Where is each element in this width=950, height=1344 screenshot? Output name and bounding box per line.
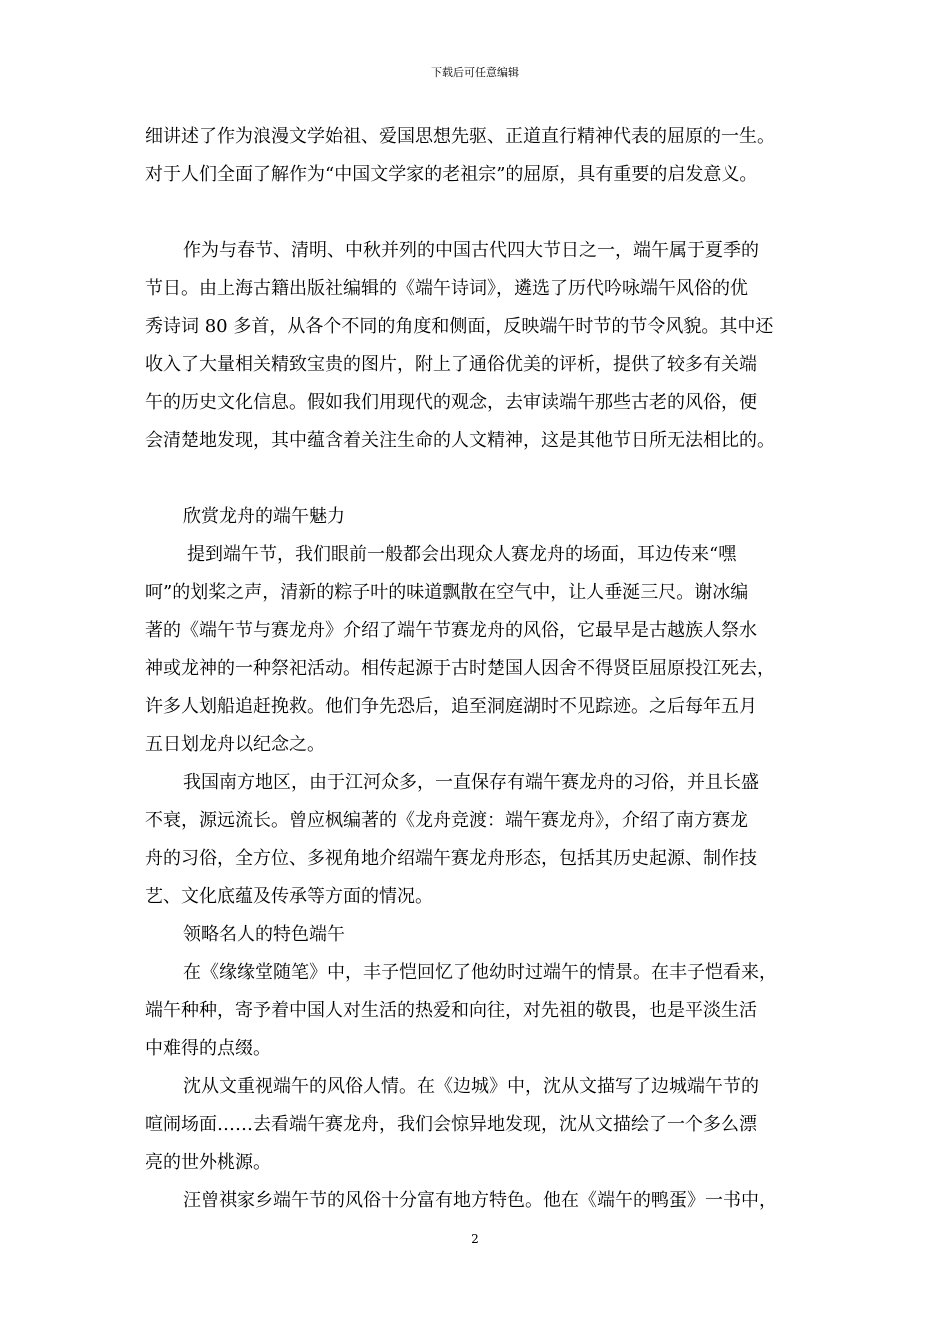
text-line: 汪曾祺家乡端午节的风俗十分富有地方特色。他在《端午的鸭蛋》一书中，: [183, 1190, 777, 1211]
text-line: 收入了大量相关精致宝贵的图片，附上了通俗优美的评析，提供了较多有关端: [145, 354, 757, 375]
text-line: 提到端午节，我们眼前一般都会出现众人赛龙舟的场面，耳边传来“嘿: [187, 544, 737, 565]
text-line: 节日。由上海古籍出版社编辑的《端午诗词》，遴选了历代吟咏端午风俗的优: [145, 278, 748, 299]
section-heading: 欣赏龙舟的端午魅力: [183, 506, 345, 527]
text-line: 不衰，源远流长。曾应枫编著的《龙舟竞渡：端午赛龙舟》，介绍了南方赛龙: [145, 810, 748, 831]
paragraph-gap: [145, 194, 821, 232]
text-line: 在《缘缘堂随笔》中，丰子恺回忆了他幼时过端午的情景。在丰子恺看来，: [183, 962, 777, 983]
document-body: [145, 118, 821, 1220]
text-line: 细讲述了作为浪漫文学始祖、爱国思想先驱、正道直行精神代表的屈原的一生。: [145, 126, 775, 147]
text-line: 著的《端午节与赛龙舟》介绍了端午节赛龙舟的风俗，它最早是古越族人祭水: [145, 620, 757, 641]
text-line: 沈从文重视端午的风俗人情。在《边城》中，沈从文描写了边城端午节的: [183, 1076, 759, 1097]
text-line: 会清楚地发现，其中蕴含着关注生命的人文精神，这是其他节日所无法相比的。: [145, 430, 775, 451]
text-line: 我国南方地区，由于江河众多，一直保存有端午赛龙舟的习俗，并且长盛: [183, 772, 759, 793]
text-line: 端午种种，寄予着中国人对生活的热爱和向往，对先祖的敬畏，也是平淡生活: [145, 1000, 757, 1021]
text-line: 舟的习俗，全方位、多视角地介绍端午赛龙舟形态，包括其历史起源、制作技: [145, 848, 757, 869]
paragraph-gap: [145, 460, 821, 498]
text-line: 神或龙神的一种祭祀活动。相传起源于古时楚国人因舍不得贤臣屈原投江死去，: [145, 658, 775, 679]
text-line: 午的历史文化信息。假如我们用现代的观念，去审读端午那些古老的风俗，便: [145, 392, 757, 413]
text-line: 呵”的划桨之声，清新的粽子叶的味道飘散在空气中，让人垂涎三尺。谢冰编: [145, 582, 749, 603]
page-number: 2: [471, 1232, 479, 1246]
text-line: 许多人划船追赶挽救。他们争先恐后，追至洞庭湖时不见踪迹。之后每年五月: [145, 696, 757, 717]
text-line: 对于人们全面了解作为“中国文学家的老祖宗”的屈原，具有重要的启发意义。: [145, 164, 758, 185]
text-line: 五日划龙舟以纪念之。: [145, 734, 325, 755]
text-line: 艺、文化底蕴及传承等方面的情况。: [145, 886, 433, 907]
text-line: 亮的世外桃源。: [145, 1152, 271, 1173]
text-line: 喧闹场面……去看端午赛龙舟，我们会惊异地发现，沈从文描绘了一个多么漂: [145, 1114, 757, 1135]
text-line: 秀诗词 80 多首，从各个不同的角度和侧面，反映端午时节的节令风貌。其中还: [145, 316, 774, 337]
page-header: 下载后可任意编辑: [431, 66, 519, 79]
text-line: 作为与春节、清明、中秋并列的中国古代四大节日之一，端午属于夏季的: [183, 240, 759, 261]
section-heading: 领略名人的特色端午: [183, 924, 345, 945]
text-line: 中难得的点缀。: [145, 1038, 271, 1059]
